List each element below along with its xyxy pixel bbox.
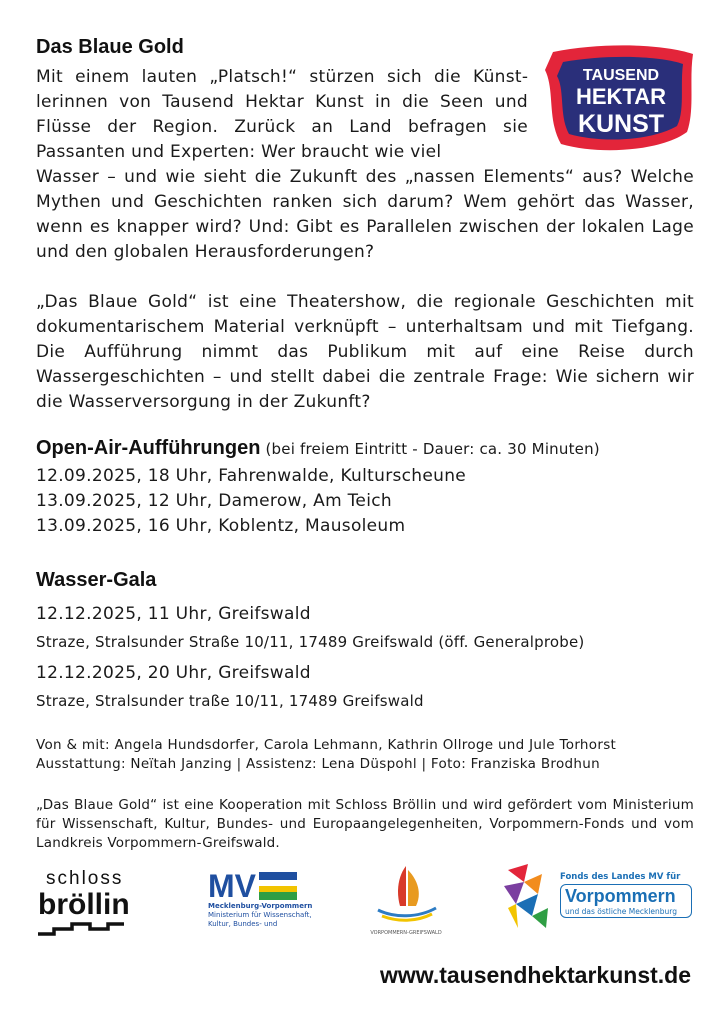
mv-line1: Mecklenburg-Vorpommern (208, 902, 313, 910)
logo-text-hektar: HEKTAR (575, 84, 667, 109)
gala-heading: Wasser-Gala (36, 569, 157, 591)
mv-line3: Kultur, Bundes- und (208, 920, 278, 928)
open-air-section (36, 437, 694, 539)
open-air-date: 13.09.2025, 16 Uhr, Koblentz, Mausoleum (36, 516, 406, 536)
intro-paragraph (36, 65, 694, 265)
schloss-brollin-line2: bröllin (38, 888, 130, 921)
logo-text-tausend: TAUSEND (582, 67, 660, 84)
open-air-date: 13.09.2025, 12 Uhr, Damerow, Am Teich (36, 491, 392, 511)
intro-text-wide: Wasser – und wie sieht die Zukunft des „nassen Elements“ aus? Welche Mythen und Geschichten ranken sich darum? Wem gehört das Wasser, wenn es knapper wird? Und: Gibt es Parallelen zwischen der lokalen Lage und den globalen Herausforderungen? (36, 167, 694, 262)
fonds-logo (498, 862, 693, 942)
landkreis-caption: VORPOMMERN-GREIFSWALD (370, 930, 442, 936)
open-air-date: 12.09.2025, 18 Uhr, Fahrenwalde, Kulturscheune (36, 466, 467, 486)
fonds-top: Fonds des Landes MV für (560, 872, 681, 882)
stair-mark-icon (38, 920, 138, 936)
gala-section (36, 569, 694, 712)
gala-date: 12.12.2025, 11 Uhr, Greifswald (36, 604, 311, 624)
logo-text-kunst: KUNST (577, 110, 665, 138)
sponsor-logos (0, 862, 727, 942)
landkreis-logo (370, 862, 442, 938)
website-link[interactable]: www.tausendhektarkunst.de (380, 962, 691, 988)
fonds-main: Vorpommern (565, 886, 676, 906)
intro-text-narrow: Mit einem lauten „Platsch!“ stürzen sich die Künstlerinnen von Tausend Hektar Kunst in die Seen und Flüsse der Region. Zurück an Land befragen sie Passanten und Experten: Wer braucht wie viel (36, 67, 528, 162)
mv-ministry-logo (208, 870, 318, 940)
fonds-bottom: und das östliche Mecklenburg (565, 907, 678, 916)
credits-line: Von & mit: Angela Hundsdorfer, Carola Lehmann, Kathrin Ollroge und Jule Torhorst (36, 737, 617, 753)
credits-line: Ausstattung: Neïtah Janzing | Assistenz: Lena Düspohl | Foto: Franziska Brodhun (36, 756, 600, 772)
schloss-brollin-line1: schloss (46, 868, 124, 889)
gala-date: 12.12.2025, 20 Uhr, Greifswald (36, 663, 311, 683)
open-air-subheading: (bei freiem Eintritt - Dauer: ca. 30 Minuten) (265, 440, 600, 458)
mv-mark: MV (208, 868, 256, 904)
schloss-brollin-logo (38, 868, 158, 942)
gala-venue: Straze, Stralsunder traße 10/11, 17489 Greifswald (36, 692, 424, 710)
cooperation-note: „Das Blaue Gold“ ist eine Kooperation mit Schloss Bröllin und wird gefördert vom Ministerium für Wissenschaft, Kultur, Bundes- und Europaangelegenheiten, Vorpommern-Fonds und vom Landkreis Vorpommern-Greifswald. (36, 797, 694, 851)
page-title: Das Blaue Gold (36, 36, 184, 58)
mv-flag-icon (259, 872, 297, 900)
mv-line2: Ministerium für Wissenschaft, (208, 911, 312, 919)
sailboat-icon (370, 862, 442, 926)
gala-venue: Straze, Stralsunder Straße 10/11, 17489 Greifswald (öff. Generalprobe) (36, 633, 585, 651)
open-air-heading: Open-Air-Aufführungen (36, 437, 261, 459)
page-content (36, 36, 694, 853)
description-paragraph: „Das Blaue Gold“ ist eine Theatershow, die regionale Geschichten mit dokumentarischem Material verknüpft – unterhaltsam und mit Tiefgang. Die Aufführung nimmt das Publikum mit auf eine Reise durch Wassergeschichten – und stellt dabei die zentrale Frage: Wie sichern wir die Wasserversorgung in der Zukunft? (36, 292, 694, 412)
griffin-icon (498, 864, 556, 930)
credits (36, 736, 694, 774)
